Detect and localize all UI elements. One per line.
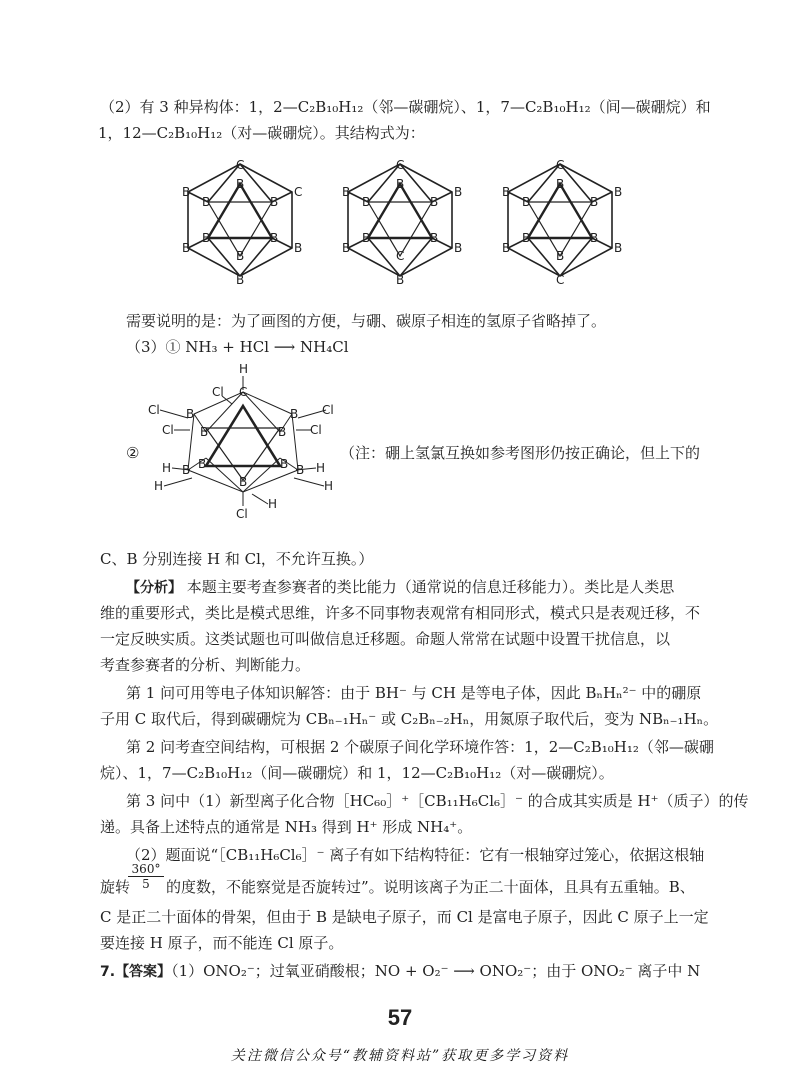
atom-label: B [454, 241, 463, 255]
atom-label: B [454, 185, 463, 199]
cb11h6cl6-ion-figure [140, 362, 340, 524]
atom-label: C [556, 158, 565, 172]
atom-label: B [280, 457, 289, 471]
atom-label: B [294, 241, 303, 255]
atom-label: B [502, 185, 511, 199]
atom-label: B [362, 195, 371, 209]
atom-label: B [430, 195, 439, 209]
atom-label: C [396, 158, 405, 172]
atom-label: B [236, 273, 245, 287]
text-line [100, 876, 720, 898]
atom-label: B [182, 463, 191, 477]
text-span: 本题主要考查参赛者的类比能力（通常说的信息迁移能力）。类比是人类思 [182, 578, 675, 596]
atom-label: B [296, 463, 305, 477]
atom-label: Cl [148, 403, 160, 417]
atom-label: Cl [322, 403, 334, 417]
atom-label: B [396, 273, 405, 287]
atom-label: B [290, 407, 299, 421]
atom-label: B [270, 231, 279, 245]
text-line: 递。具备上述特点的通常是 NH₃ 得到 H⁺ 形成 NH₄⁺。 [100, 818, 473, 836]
text-line: C、B 分别连接 H 和 Cl，不允许互换。） [100, 550, 374, 568]
analysis-tag: 【分析】 [126, 580, 182, 596]
atom-label: B [198, 457, 207, 471]
atom-label: C [236, 158, 245, 172]
atom-label: C [396, 249, 405, 263]
carborane-isomers-figure [170, 150, 650, 300]
atom-label: B [556, 177, 565, 191]
atom-label: B [239, 475, 248, 489]
atom-label: B [502, 241, 511, 255]
text-line: （注：硼上氢氯互换如参考图形仍按正确论，但上下的 [340, 444, 701, 462]
text-span: （1）ONO₂⁻；过氧亚硝酸根；NO + O₂⁻ ⟶ ONO₂⁻；由于 ONO₂⁻ 离子中 N [171, 962, 701, 980]
atom-label: B [522, 195, 531, 209]
text-line: 1，12—C₂B₁₀H₁₂（对—碳硼烷）。其结构式为： [98, 124, 425, 142]
atom-label: B [614, 185, 623, 199]
atom-label: H [324, 479, 334, 493]
page-number: 57 [387, 1005, 413, 1030]
analysis-line [126, 576, 720, 599]
atom-label: B [202, 195, 211, 209]
fraction [128, 862, 164, 891]
text-line: 烷）、1，7—C₂B₁₀H₁₂（间—碳硼烷）和 1，12—C₂B₁₀H₁₂（对—碳硼烷）。 [100, 764, 614, 782]
atom-label: B [522, 231, 531, 245]
atom-label: C [556, 273, 565, 287]
atom-label: B [182, 241, 191, 255]
text-line: （2）题面说“［CB₁₁H₆Cl₆］⁻ 离子有如下结构特征：它有一根轴穿过笼心，依据这根轴 [126, 846, 705, 864]
atom-label: B [614, 241, 623, 255]
atom-label: B [396, 177, 405, 191]
reaction-equation: （3）① NH₃ + HCl ⟶ NH₄Cl [126, 338, 349, 356]
atom-label: B [342, 185, 351, 199]
text-span: 的度数，不能察觉是否旋转过”。说明该离子为正二十面体，且具有五重轴。B、 [166, 878, 695, 896]
atom-label: B [200, 425, 209, 439]
fraction-numerator: 360° [128, 862, 164, 877]
text-line: 维的重要形式，类比是模式思维，许多不同事物表观常有相同形式，模式只是表观迁移，不 [100, 604, 701, 622]
atom-label: B [590, 195, 599, 209]
atom-label: C [239, 385, 248, 399]
atom-label: Cl [310, 423, 322, 437]
atom-label: B [556, 249, 565, 263]
atom-label: H [154, 479, 164, 493]
text-line: 第 1 问可用等电子体知识解答：由于 BH⁻ 与 CH 是等电子体，因此 BₙHₙ²⁻ 中的硼原 [126, 684, 702, 702]
atom-label: B [430, 231, 439, 245]
atom-label: H [268, 497, 278, 511]
text-line: 一定反映实质。这类试题也可叫做信息迁移题。命题人常常在试题中设置干扰信息，以 [100, 630, 671, 648]
atom-label: B [236, 177, 245, 191]
atom-label: H [239, 362, 249, 376]
item-marker: ② [126, 444, 140, 462]
atom-label: B [182, 185, 191, 199]
atom-label: B [236, 249, 245, 263]
text-line: C 是正二十面体的骨架，但由于 B 是缺电子原子，而 Cl 是富电子原子，因此 C 原子上一定 [100, 908, 709, 926]
fraction-denominator: 5 [142, 877, 150, 891]
text-span: 旋转 [100, 878, 131, 896]
footer-watermark: 关注微信公众号“教辅资料站”获取更多学习资料 [230, 1048, 570, 1064]
atom-label: Cl [236, 507, 248, 521]
text-line: 考查参赛者的分析、判断能力。 [100, 656, 311, 674]
atom-label: B [342, 241, 351, 255]
atom-label: Cl [212, 385, 224, 399]
question-number: 7. [100, 964, 116, 980]
atom-label: B [278, 425, 287, 439]
atom-label: B [186, 407, 195, 421]
atom-label: H [316, 461, 326, 475]
text-line: 要连接 H 原子，而不能连 Cl 原子。 [100, 934, 344, 952]
text-line: 第 2 问考查空间结构，可根据 2 个碳原子间化学环境作答：1，2—C₂B₁₀H₁₂（邻—碳硼 [126, 738, 714, 756]
text-line: 需要说明的是：为了画图的方便，与硼、碳原子相连的氢原子省略掉了。 [126, 312, 607, 330]
atom-label: C [294, 185, 303, 199]
atom-label: B [202, 231, 211, 245]
text-line: 子用 C 取代后，得到碳硼烷为 CBₙ₋₁Hₙ⁻ 或 C₂Bₙ₋₂Hₙ，用氮原子取代后，变为 NBₙ₋₁Hₙ。 [100, 710, 719, 728]
answer-tag: 【答案】 [115, 964, 172, 980]
atom-label: B [270, 195, 279, 209]
text-line: （2）有 3 种异构体：1，2—C₂B₁₀H₁₂（邻—碳硼烷）、1，7—C₂B₁₀H₁₂（间—碳硼烷）和 [100, 98, 711, 116]
text-line: 第 3 问中（1）新型离子化合物［HC₆₀］⁺［CB₁₁H₆Cl₆］⁻ 的合成其实质是 H⁺（质子）的传 [126, 792, 749, 810]
atom-label: Cl [162, 423, 174, 437]
answer-line [100, 960, 720, 983]
atom-label: H [162, 461, 172, 475]
atom-label: B [590, 231, 599, 245]
atom-label: B [362, 231, 371, 245]
